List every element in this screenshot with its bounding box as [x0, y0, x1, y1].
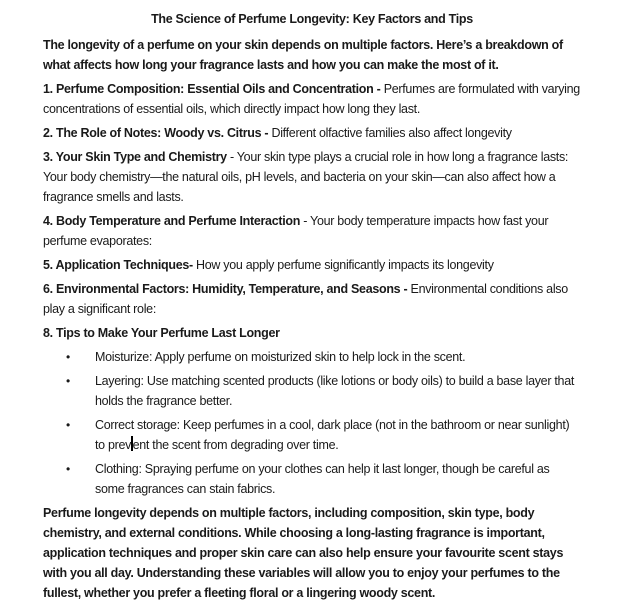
tip-item-clothing[interactable] — [43, 459, 581, 499]
conclusion-paragraph[interactable]: Perfume longevity depends on multiple factors, including composition, skin type, body chemistry, and external conditions. While choosing a long-lasting fragrance is important, application techniques and proper skin care can also help ensure your favourite scent stays with you all day. Understanding these variables will allow you to enjoy your perfumes to the fullest, whether you prefer a fleeting floral or a lingering woody scent. — [43, 506, 564, 600]
factor-text-5: How you apply perfume significantly impacts its longevity — [192, 258, 494, 272]
factor-paragraph-5[interactable] — [43, 255, 581, 275]
tip-text-after-caret: ent the scent from degrading over time. — [132, 438, 339, 452]
factor-text-4: - Your body temperature impacts how fast your perfume evaporates: — [43, 214, 549, 248]
factor-heading-4: 4. Body Temperature and Perfume Interaction — [43, 214, 301, 228]
factor-paragraph-3[interactable] — [43, 147, 581, 207]
bullet-marker: • — [66, 374, 70, 388]
factor-paragraph-2[interactable] — [43, 123, 581, 143]
intro-paragraph[interactable]: The longevity of a perfume on your skin depends on multiple factors. Here’s a breakdown of what affects how long your fragrance lasts and how you can make the most of it. — [43, 38, 563, 72]
factor-paragraph-4[interactable] — [43, 211, 581, 251]
tip-item-moisturize[interactable] — [43, 347, 581, 367]
factor-heading-2: 2. The Role of Notes: Woody vs. Citrus - — [43, 126, 269, 140]
document-title: The Science of Perfume Longevity: Key Factors and Tips — [151, 12, 473, 26]
tip-item-layering[interactable] — [43, 371, 581, 411]
factor-paragraph-6[interactable] — [43, 279, 581, 319]
tips-list — [43, 347, 581, 499]
factor-paragraph-1[interactable] — [43, 79, 581, 119]
tip-text: Layering: Use matching scented products (like lotions or body oils) to build a base layer that holds the fragrance better. — [95, 374, 575, 408]
factor-heading-6: 6. Environmental Factors: Humidity, Temperature, and Seasons - — [43, 282, 408, 296]
bullet-marker: • — [66, 350, 70, 364]
tips-heading: 8. Tips to Make Your Perfume Last Longer — [43, 326, 280, 340]
factor-text-1: Perfumes are formulated with varying concentrations of essential oils, which directly impact how long they last. — [43, 82, 580, 116]
tip-text: Clothing: Spraying perfume on your clothes can help it last longer, though be careful as some fragrances can stain fabrics. — [95, 462, 550, 496]
factor-text-3: - Your skin type plays a crucial role in how long a fragrance lasts: Your body chemistry—the natural oils, pH levels, and bacteria on your skin—can also affect how a fragrance smells and lasts. — [43, 150, 569, 204]
tip-text-before-caret: Correct storage: Keep perfumes in a cool, dark place (not in the bathroom or near sunlight) to prev — [95, 418, 570, 452]
bullet-marker: • — [66, 462, 70, 476]
tip-item-storage[interactable] — [43, 415, 581, 455]
factor-heading-5: 5. Application Techniques- — [43, 258, 193, 272]
tip-text: Moisturize: Apply perfume on moisturized skin to help lock in the scent. — [95, 350, 466, 364]
factor-heading-3: 3. Your Skin Type and Chemistry — [43, 150, 227, 164]
factor-heading-1: 1. Perfume Composition: Essential Oils and Concentration - — [43, 82, 381, 96]
factor-text-2: Different olfactive families also affect longevity — [268, 126, 512, 140]
bullet-marker: • — [66, 418, 70, 432]
factor-text-6: Environmental conditions also play a significant role: — [43, 282, 568, 316]
